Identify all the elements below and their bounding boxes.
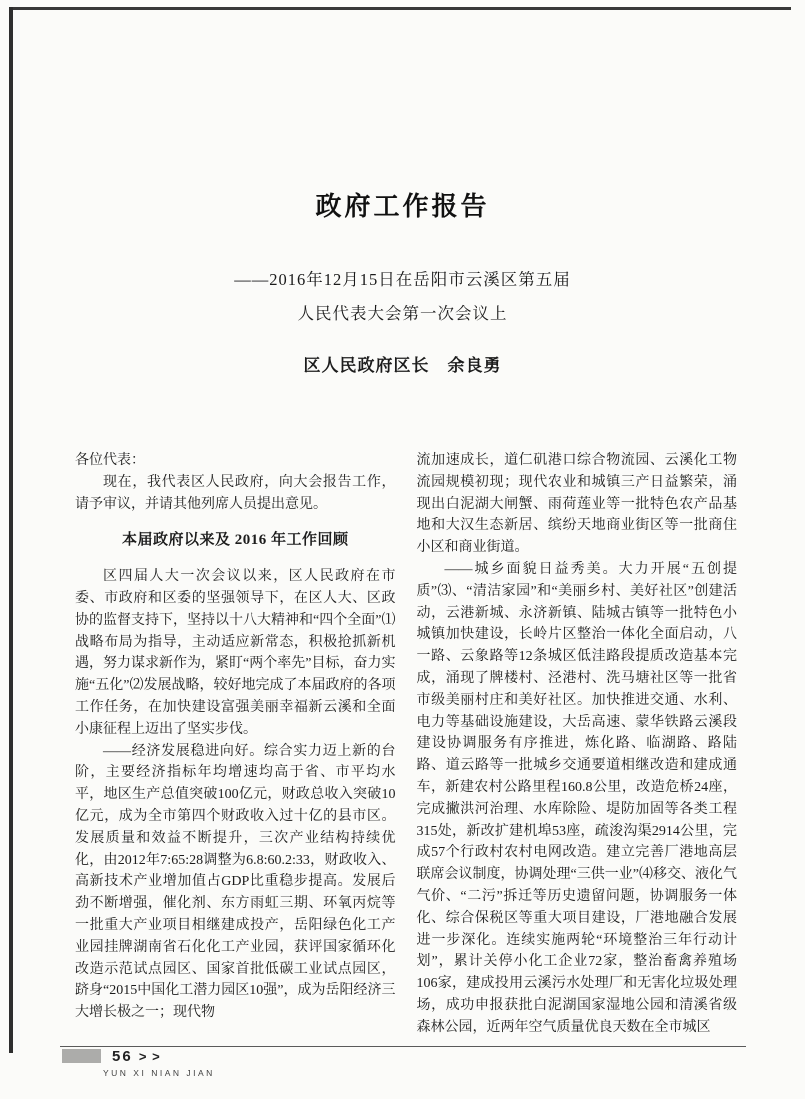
report-subtitle <box>0 263 805 331</box>
subtitle-line-2: 人民代表大会第一次会议上 <box>297 304 508 323</box>
body-columns <box>75 450 737 1039</box>
scan-edge-top <box>12 7 791 10</box>
body-paragraph: ——城乡面貌日益秀美。大力开展“五创提质”⑶、“清洁家园”和“美丽乡村、美好社区”创建活动，云港新城、永济新镇、陆城古镇等一批特色小城镇加快建设，长岭片区整治一体化全面启动，八一路、云象路等12条城区低洼路段提质改造基本完成，涌现了牌楼村、泾港村、洗马塘社区等一批省市级美丽村庄和美好社区。加快推进交通、水利、电力等基础设施建设，大岳高速、蒙华铁路云溪段建设协调服务有序推进，炼化路、临湖路、路陆路、道云路等一批城乡交通要道相继改造和建成通车，新建农村公路里程160.8公里，改造危桥24座，完成撇洪河治理、水库除险、堤防加固等各类工程315处，新改扩建机埠53座，疏浚沟渠2914公里，完成57个行政村农村电网改造。建立完善厂港地高层联席会议制度，协调处理“三供一业”⑷移交、液化气气价、“二污”拆迁等历史遗留问题，协调服务一体化、综合保税区等重大项目建设，厂港地融合发展进一步深化。连续实施两轮“环境整治三年行动计划”，累计关停小化工企业72家，整治畜禽养殖场106家，建成投用云溪污水处理厂和无害化垃圾处理场，成功申报获批白泥湖国家湿地公园和清溪省级森林公园，近两年空气质量优良天数在全市城区 <box>416 561 737 1035</box>
right-column <box>417 450 738 1039</box>
intro-paragraph: 现在，我代表区人民政府，向大会报告工作，请予审议，并请其他列席人员提出意见。 <box>75 474 396 512</box>
salutation: 各位代表： <box>75 453 145 468</box>
section-heading: 本届政府以来及 2016 年工作回顾 <box>121 532 349 549</box>
body-paragraph: 区四届人大一次会议以来，区人民政府在市委、市政府和区委的坚强领导下，在区人大、区政协的监督支持下，坚持以十八大精神和“四个全面”⑴战略布局为指导，主动适应新常态，积极抢抓新机遇，努力谋求新作为，紧盯“两个率先”目标，奋力实施“五化”⑵发展战略，较好地完成了本届政府的各项工作任务，在加快建设富强美丽幸福新云溪和全面小康征程上迈出了坚实步伐。 <box>75 569 396 737</box>
subtitle-line-1: ——2016年12月15日在岳阳市云溪区第五届 <box>234 270 571 289</box>
page-number <box>112 1048 161 1065</box>
page-number-value: 56 <box>112 1048 133 1065</box>
author-line: 区人民政府区长 余良勇 <box>303 356 502 375</box>
footer-grey-box <box>62 1049 101 1063</box>
scan-edge-left <box>9 7 13 1053</box>
body-paragraph: ——经济发展稳进向好。综合实力迈上新的台阶，主要经济指标年均增速均高于省、市平均水平，地区生产总值突破100亿元，财政总收入突破10亿元，成为全市第四个财政收入过十亿的县市区。发展质量和效益不断提升，三次产业结构持续优化，由2012年7:65:28调整为6.8:60.2:33，财政收入、高新技术产业增加值占GDP比重稳步提高。发展后劲不断增强，催化剂、东方雨虹三期、环氧丙烷等一批重大产业项目相继建成投产，岳阳绿色化工产业园挂牌湖南省石化化工产业园，获评国家循环化改造示范试点园区、国家首批低碳工业试点园区，跻身“2015中国化工潜力园区10强”，成为岳阳经济三大增长极之一；现代物 <box>75 743 396 1021</box>
footer-rule <box>60 1046 746 1047</box>
left-column <box>75 450 396 1039</box>
body-paragraph-continuation: 流加速成长，道仁矶港口综合物流园、云溪化工物流园规模初现；现代农业和城镇三产日益繁荣，涌现出白泥湖大闸蟹、雨荷莲业等一批特色农产品基地和大汉生态新居、缤纷天地商业街区等一批商住小区和商业街道。 <box>416 453 737 556</box>
report-title: 政府工作报告 <box>315 192 490 221</box>
journal-name: YUN XI NIAN JIAN <box>103 1068 215 1078</box>
page-number-arrows: > > <box>138 1049 161 1064</box>
